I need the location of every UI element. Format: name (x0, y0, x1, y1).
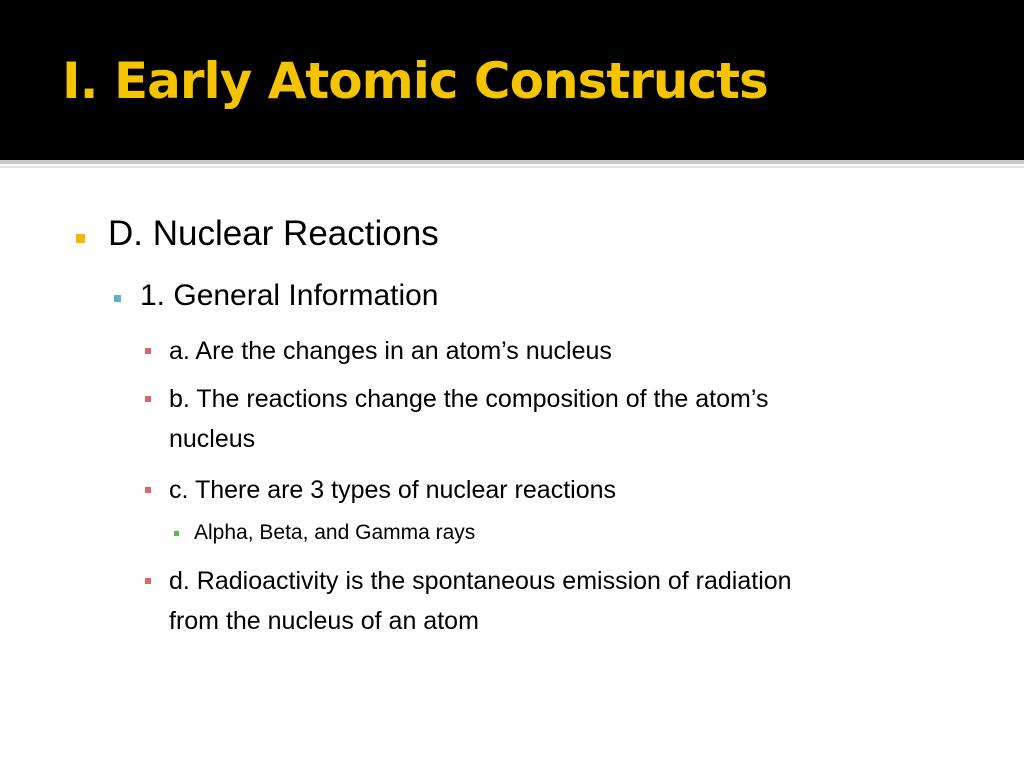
bullet-item-c (169, 470, 616, 510)
bullet-alpha-beta-gamma (194, 521, 475, 545)
bullet-text: 1. General Information (140, 279, 439, 312)
bullet-text-line-2: nucleus (169, 425, 256, 453)
bullet-text-line-2: from the nucleus of an atom (169, 607, 479, 635)
bullet-text: c. There are 3 types of nuclear reactions (169, 476, 616, 504)
square-bullet-icon (174, 531, 179, 536)
bullet-item-d (169, 561, 792, 641)
bullet-item-a (169, 331, 612, 371)
square-bullet-icon (114, 295, 121, 302)
square-bullet-icon (76, 234, 85, 243)
bullet-general-information (140, 279, 439, 313)
bullet-item-b (169, 379, 768, 459)
square-bullet-icon (145, 396, 151, 402)
bullet-text-line-1: d. Radioactivity is the spontaneous emission of radiation (169, 567, 792, 595)
bullet-text: D. Nuclear Reactions (108, 214, 439, 253)
square-bullet-icon (145, 578, 151, 584)
bullet-d-nuclear-reactions (108, 214, 439, 254)
title-divider-light (0, 166, 1024, 168)
title-band (0, 0, 1024, 160)
slide-title: I. Early Atomic Constructs (62, 52, 768, 110)
title-divider (0, 160, 1024, 164)
square-bullet-icon (145, 348, 151, 354)
bullet-text: Alpha, Beta, and Gamma rays (194, 521, 476, 544)
bullet-text-line-1: b. The reactions change the composition of the atom’s (169, 385, 769, 413)
square-bullet-icon (145, 487, 151, 493)
bullet-text: a. Are the changes in an atom’s nucleus (169, 337, 612, 365)
